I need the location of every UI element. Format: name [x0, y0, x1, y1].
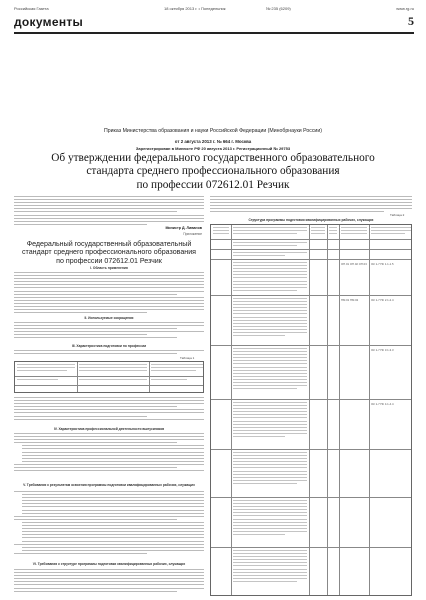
table-2-label: Таблица 2 — [390, 213, 405, 217]
table-2-caption: Структура программы подготовки квалифицированных рабочих, служащих — [248, 218, 374, 222]
subhead-activity: IV. Характеристика профессиональной деятельности выпускников — [53, 427, 165, 431]
order-registration: Зарегистрирован в Минюсте РФ 20 августа 2013 г. Регистрационный № 29753 — [135, 146, 291, 151]
site-link[interactable]: www.rg.ru — [396, 6, 414, 11]
table-1-label: Таблица 1 — [180, 356, 195, 360]
code-op: ОП.01 ОП.02 ОП.03 — [341, 262, 367, 266]
activity-text — [14, 433, 204, 473]
scope-text — [14, 272, 204, 315]
table-1 — [14, 361, 204, 393]
code-ok4: ОК 1-7 ПК 4.1-4.4 — [371, 402, 394, 406]
order-name: Приказ Министерства образования и науки Российской Федерации (Минобрнауки России) — [104, 128, 322, 134]
right-intro-text — [210, 196, 412, 215]
section-title: документы — [14, 15, 84, 29]
abbrev-text — [14, 322, 204, 341]
code-ok1: ОК 1-7 ПК 1.1-1.5 — [371, 262, 394, 266]
training-notes — [14, 397, 204, 422]
code-ok3: ОК 1-7 ПК 3.1-3.3 — [371, 348, 394, 352]
subhead-training: III. Характеристика подготовки по профессии — [71, 344, 147, 348]
attachment-label: Приложение — [183, 232, 202, 236]
structure-text — [14, 569, 204, 594]
issue-date: 18 октября 2013 г. • Понедельник — [164, 6, 226, 11]
training-text — [14, 350, 204, 356]
newspaper-name: Российская Газета — [14, 6, 49, 11]
page-number: 5 — [408, 14, 414, 28]
code-pm: ПМ.01 ПМ.02 — [341, 298, 359, 302]
code-ok2: ОК 1-7 ПК 2.1-2.4 — [371, 298, 394, 302]
header-rule — [14, 32, 414, 34]
page-header — [14, 6, 414, 14]
issue-number: № 235 (6209) — [266, 6, 291, 11]
results-text — [14, 491, 204, 556]
subhead-results: V. Требования к результатам освоения программы подготовки квалифицированных рабочих, служащих — [23, 483, 195, 487]
order-date: от 2 августа 2013 г. № 664 г. Москва — [174, 139, 252, 144]
subhead-scope: I. Область применения — [90, 266, 128, 270]
standard-title: Федеральный государственный образовательный стандарт среднего профессионального образования по профессии 072612.01 Резчик — [21, 240, 197, 265]
main-title: Об утверждении федерального государственного образовательного стандарта среднего профессионального образования по профессии 072612.01 Резчик — [51, 152, 375, 191]
intro-text — [14, 196, 204, 227]
subhead-structure: VI. Требования к структуре программы подготовки квалифицированных рабочих, служащих — [32, 562, 186, 566]
subhead-abbrev: II. Используемые сокращения — [84, 316, 134, 320]
minister-signature: Министр Д. Ливанов — [165, 226, 202, 230]
table-2 — [210, 224, 412, 596]
